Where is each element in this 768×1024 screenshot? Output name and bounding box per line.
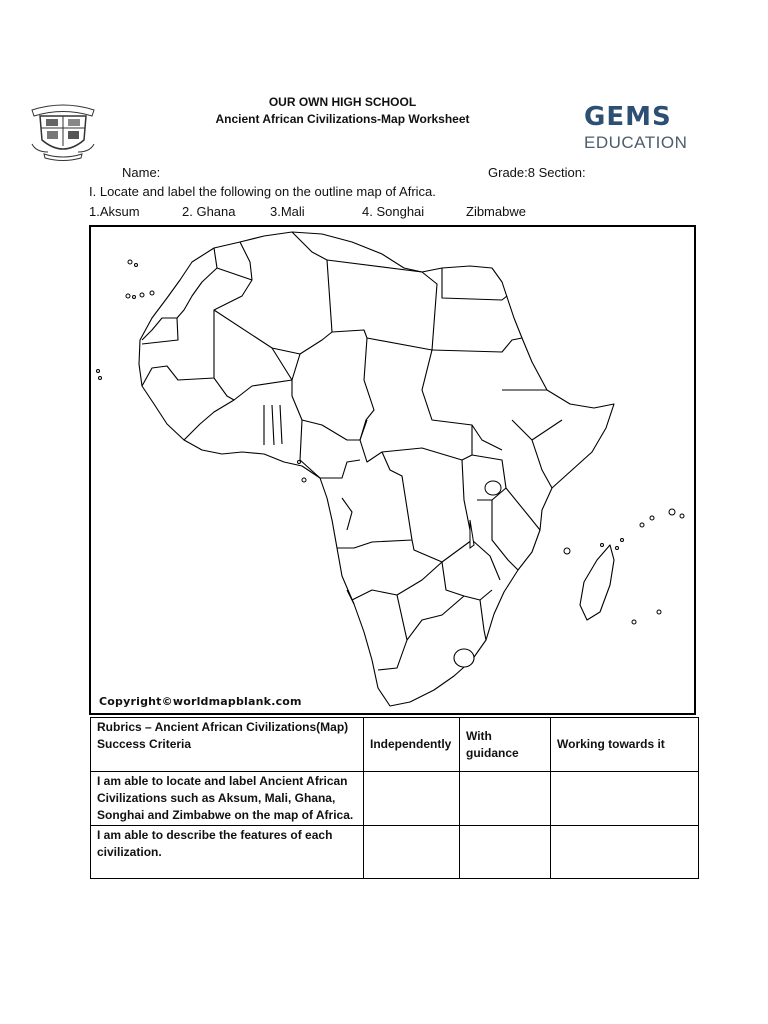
rubric-cell-working-towards[interactable] <box>551 772 699 826</box>
level-independently: Independently <box>364 718 460 772</box>
africa-outline-map <box>91 227 694 713</box>
grade-section-label: Grade:8 Section: <box>488 165 586 180</box>
school-name: OUR OWN HIGH SCHOOL <box>268 95 417 109</box>
rubric-cell-independently[interactable] <box>364 772 460 826</box>
rubric-cell-working-towards[interactable] <box>551 826 699 879</box>
brand-word: GEMS <box>584 102 672 132</box>
level-working-towards: Working towards it <box>551 718 699 772</box>
rubric-criterion: I am able to describe the features of each civilization. <box>91 826 364 879</box>
madagascar-outline <box>580 545 614 620</box>
rubric-row <box>91 772 699 826</box>
civilization-item: 3.Mali <box>270 204 305 219</box>
civilization-item: 2. Ghana <box>182 204 236 219</box>
civilization-item: 1.Aksum <box>89 204 140 219</box>
civilization-item: 4. Songhai <box>362 204 425 219</box>
rubric-cell-with-guidance[interactable] <box>460 772 551 826</box>
rubric-subtitle: Success Criteria <box>97 737 192 751</box>
rubric-cell-with-guidance[interactable] <box>460 826 551 879</box>
rubric-row <box>91 826 699 879</box>
civilization-item: Zibmabwe <box>466 204 526 219</box>
worksheet-title: Ancient African Civilizations-Map Worksheet <box>215 112 470 126</box>
rubric-title: Rubrics – Ancient African Civilizations(Map) <box>97 720 349 734</box>
rubric-header-row <box>91 718 699 772</box>
gems-education-logo <box>584 104 712 152</box>
africa-map-frame <box>89 225 696 715</box>
rubric-cell-independently[interactable] <box>364 826 460 879</box>
continent-outline <box>139 232 614 706</box>
name-label: Name: <box>122 165 161 180</box>
level-with-guidance: With guidance <box>460 718 551 772</box>
rubric-criteria-header <box>91 718 364 772</box>
task-instruction: I. Locate and label the following on the outline map of Africa. <box>89 184 436 199</box>
rubric-table <box>90 717 699 879</box>
brand-subtitle: EDUCATION <box>584 133 688 152</box>
school-crest-icon <box>26 100 100 162</box>
rubric-criterion: I am able to locate and label Ancient African Civilizations such as Aksum, Mali, Ghana, Songhai and Zimbabwe on the map of Africa. <box>91 772 364 826</box>
map-copyright: Copyright©worldmapblank.com <box>99 695 302 708</box>
